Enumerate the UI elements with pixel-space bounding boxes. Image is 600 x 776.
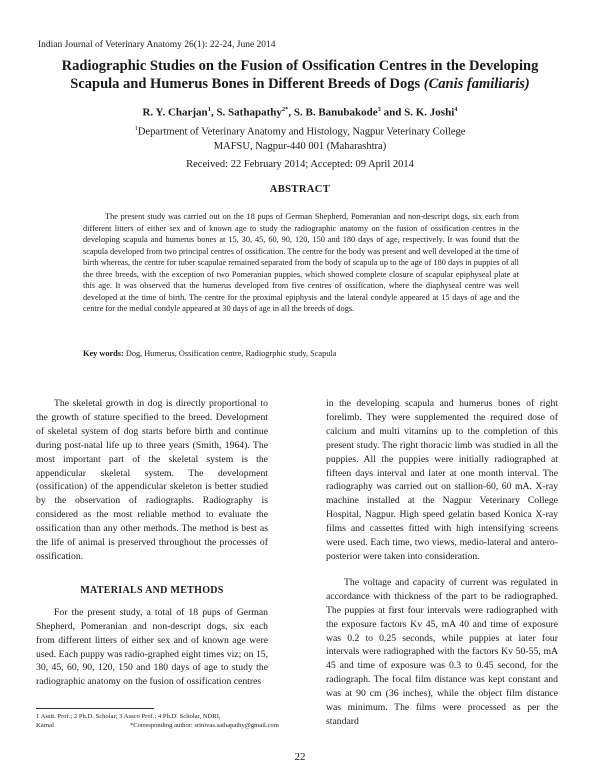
footnote-divider bbox=[36, 708, 154, 709]
author-list: R. Y. Charjan$^1$, S. Sathapathy$^{2*}$, S. B. Banubakode$^3$ and S. K. Joshi$^4$ bbox=[142, 106, 458, 119]
intro-paragraph: The skeletal growth in dog is directly proportional to the growth of stature specified to the breed. Development of skeletal system of dog starts before birth and continue during post-natal life up to three years (Smith, 1964). The most important part of the skeletal system is the appendicular skeletal system. The development (ossification) of the appendicular skeleton is better studied by the observation of radiographs. Radiography is considered as the most reliable method to evaluate the ossification than any other methods. The method is best as the life of animal is preserved throughout the processes of ossification. bbox=[36, 398, 268, 562]
received-dates: Received: 22 February 2014; Accepted: 09 April 2014 bbox=[186, 159, 414, 170]
body-column-right bbox=[326, 397, 558, 729]
footnote bbox=[36, 712, 298, 730]
paper-title bbox=[30, 57, 570, 93]
author-1: R. Y. Charjan bbox=[142, 106, 208, 119]
title-line-1: Radiographic Studies on the Fusion of Ossification Centres in the Developing bbox=[61, 58, 539, 74]
methods-heading: MATERIALS AND METHODS bbox=[80, 584, 224, 596]
exposure-paragraph: The voltage and capacity of current was regulated in accordance with thickness of the part to be radiographed. The puppies at first four intervals were radiographed with the exposure factors Kv 45, mA 40 and time of exposure was 0.2 to 0.25 seconds, while puppies at later four intervals were radiographed with the factors Kv 50-55, mA 45 and time of exposure was 0.3 to 0.45 second, for the radiograph. The focal film distance was kept constant and was at 90 cm (36 inches), while the object film distance was minimum. The films were processed as per the standard bbox=[326, 576, 558, 727]
author-2: S. Sathapathy bbox=[216, 106, 282, 119]
keywords-text: Dog, Humerus, Ossification centre, Radiogrphic study, Scapula bbox=[125, 349, 337, 358]
author-4-sup: 4 bbox=[454, 106, 458, 113]
abstract-text: The present study was carried out on the 18 pups of German Shepherd, Pomeranian and non-descript dogs, six each from different litters of either sex and of known age to study the radiographic anatomy on the fusion of ossification centres in the developing scapula and humerus bones at 15, 30, 45, 60, 90, 120, 150 and 180 days of age, respectively. It was found that the scapula developed from two principal centres of ossification. The centre for the body was present and well developed at the time of birth whereas, the centre for tuber scapulae remained separated from the body of scapula up to the age of 180 days in puppies of all the three breeds, with the exception of two Pomeranian puppies, which showed complete closure of scapular epiphyseal plate at this age. It was observed that the humerus developed from five centres of ossification, where the diaphyseal centre was well developed at the time of birth. The centre for the proximal epiphysis and the lateral condyle appeared at 15 days of age and the centre for the medial condyle appeared at 30 days of age in all the breeds of dogs. bbox=[83, 212, 519, 313]
methods-paragraph: For the present study, a total of 18 pups of German Shepherd, Pomeranian and non-descript dogs, six each from different litters of either sex and of known age were used. Each puppy was radio-graphed eight times viz; on 15, 30, 45, 60, 90, 120, 150 and 180 days of age to study the radiographic anatomy on the fusion of ossification centres bbox=[36, 606, 268, 688]
body-column-left bbox=[36, 397, 268, 689]
author-4: S. K. Joshi bbox=[404, 106, 455, 119]
author-3-sup: 3 bbox=[377, 106, 381, 113]
affiliation-line-1: Department of Veterinary Anatomy and Histology, Nagpur Veterinary College bbox=[137, 126, 466, 138]
footnote-place: Karnal bbox=[36, 722, 54, 729]
author-3: S. B. Banubakode bbox=[293, 106, 378, 119]
footnote-corresponding-author: *Corresponding author: srinivas.sathapathy@gmail.com bbox=[129, 722, 279, 729]
abstract-heading: ABSTRACT bbox=[269, 184, 331, 195]
affiliation-line-2: MAFSU, Nagpur-440 001 (Maharashtra) bbox=[213, 140, 387, 152]
journal-citation: Indian Journal of Veterinary Anatomy 26(1): 22-24, June 2014 bbox=[38, 40, 276, 50]
title-species: (Canis familiaris) bbox=[423, 76, 530, 92]
author-and: and bbox=[383, 106, 402, 119]
title-line-2: Scapula and Humerus Bones in Different Breeds of Dogs bbox=[70, 76, 421, 92]
author-2-sup: 2* bbox=[281, 106, 289, 113]
page-number: 22 bbox=[294, 751, 306, 763]
affiliation-sup: 1 bbox=[134, 125, 138, 132]
keywords bbox=[83, 349, 519, 358]
methods-continued-paragraph: in the developing scapula and humerus bones of right forelimb. They were supplemented the required dose of calcium and multi vitamins up to the completion of this present study. The right thoracic limb was studied in all the puppies. All the puppies were initially radiographed at fifteen days interval and later at one month interval. The radiography was carried out on stallion-60, 60 mA. X-ray machine installed at the Nagpur Veterinary College Hospital, Nagpur. High speed gelatin based Konica X-ray films and cassettes fitted with high intensifying screens were used. Each time, two views, medio-lateral and antero-posterior were taken into consideration. bbox=[326, 398, 558, 562]
author-1-sup: 1 bbox=[207, 106, 211, 113]
keywords-label: Key words: bbox=[83, 349, 124, 358]
affiliation bbox=[30, 122, 570, 154]
footnote-affiliations: 1 Asstt. Prof.; 2 Ph.D. Scholar; 3 Assco Prof.; 4 Ph.D. Scholar, NDRI, bbox=[36, 713, 221, 720]
